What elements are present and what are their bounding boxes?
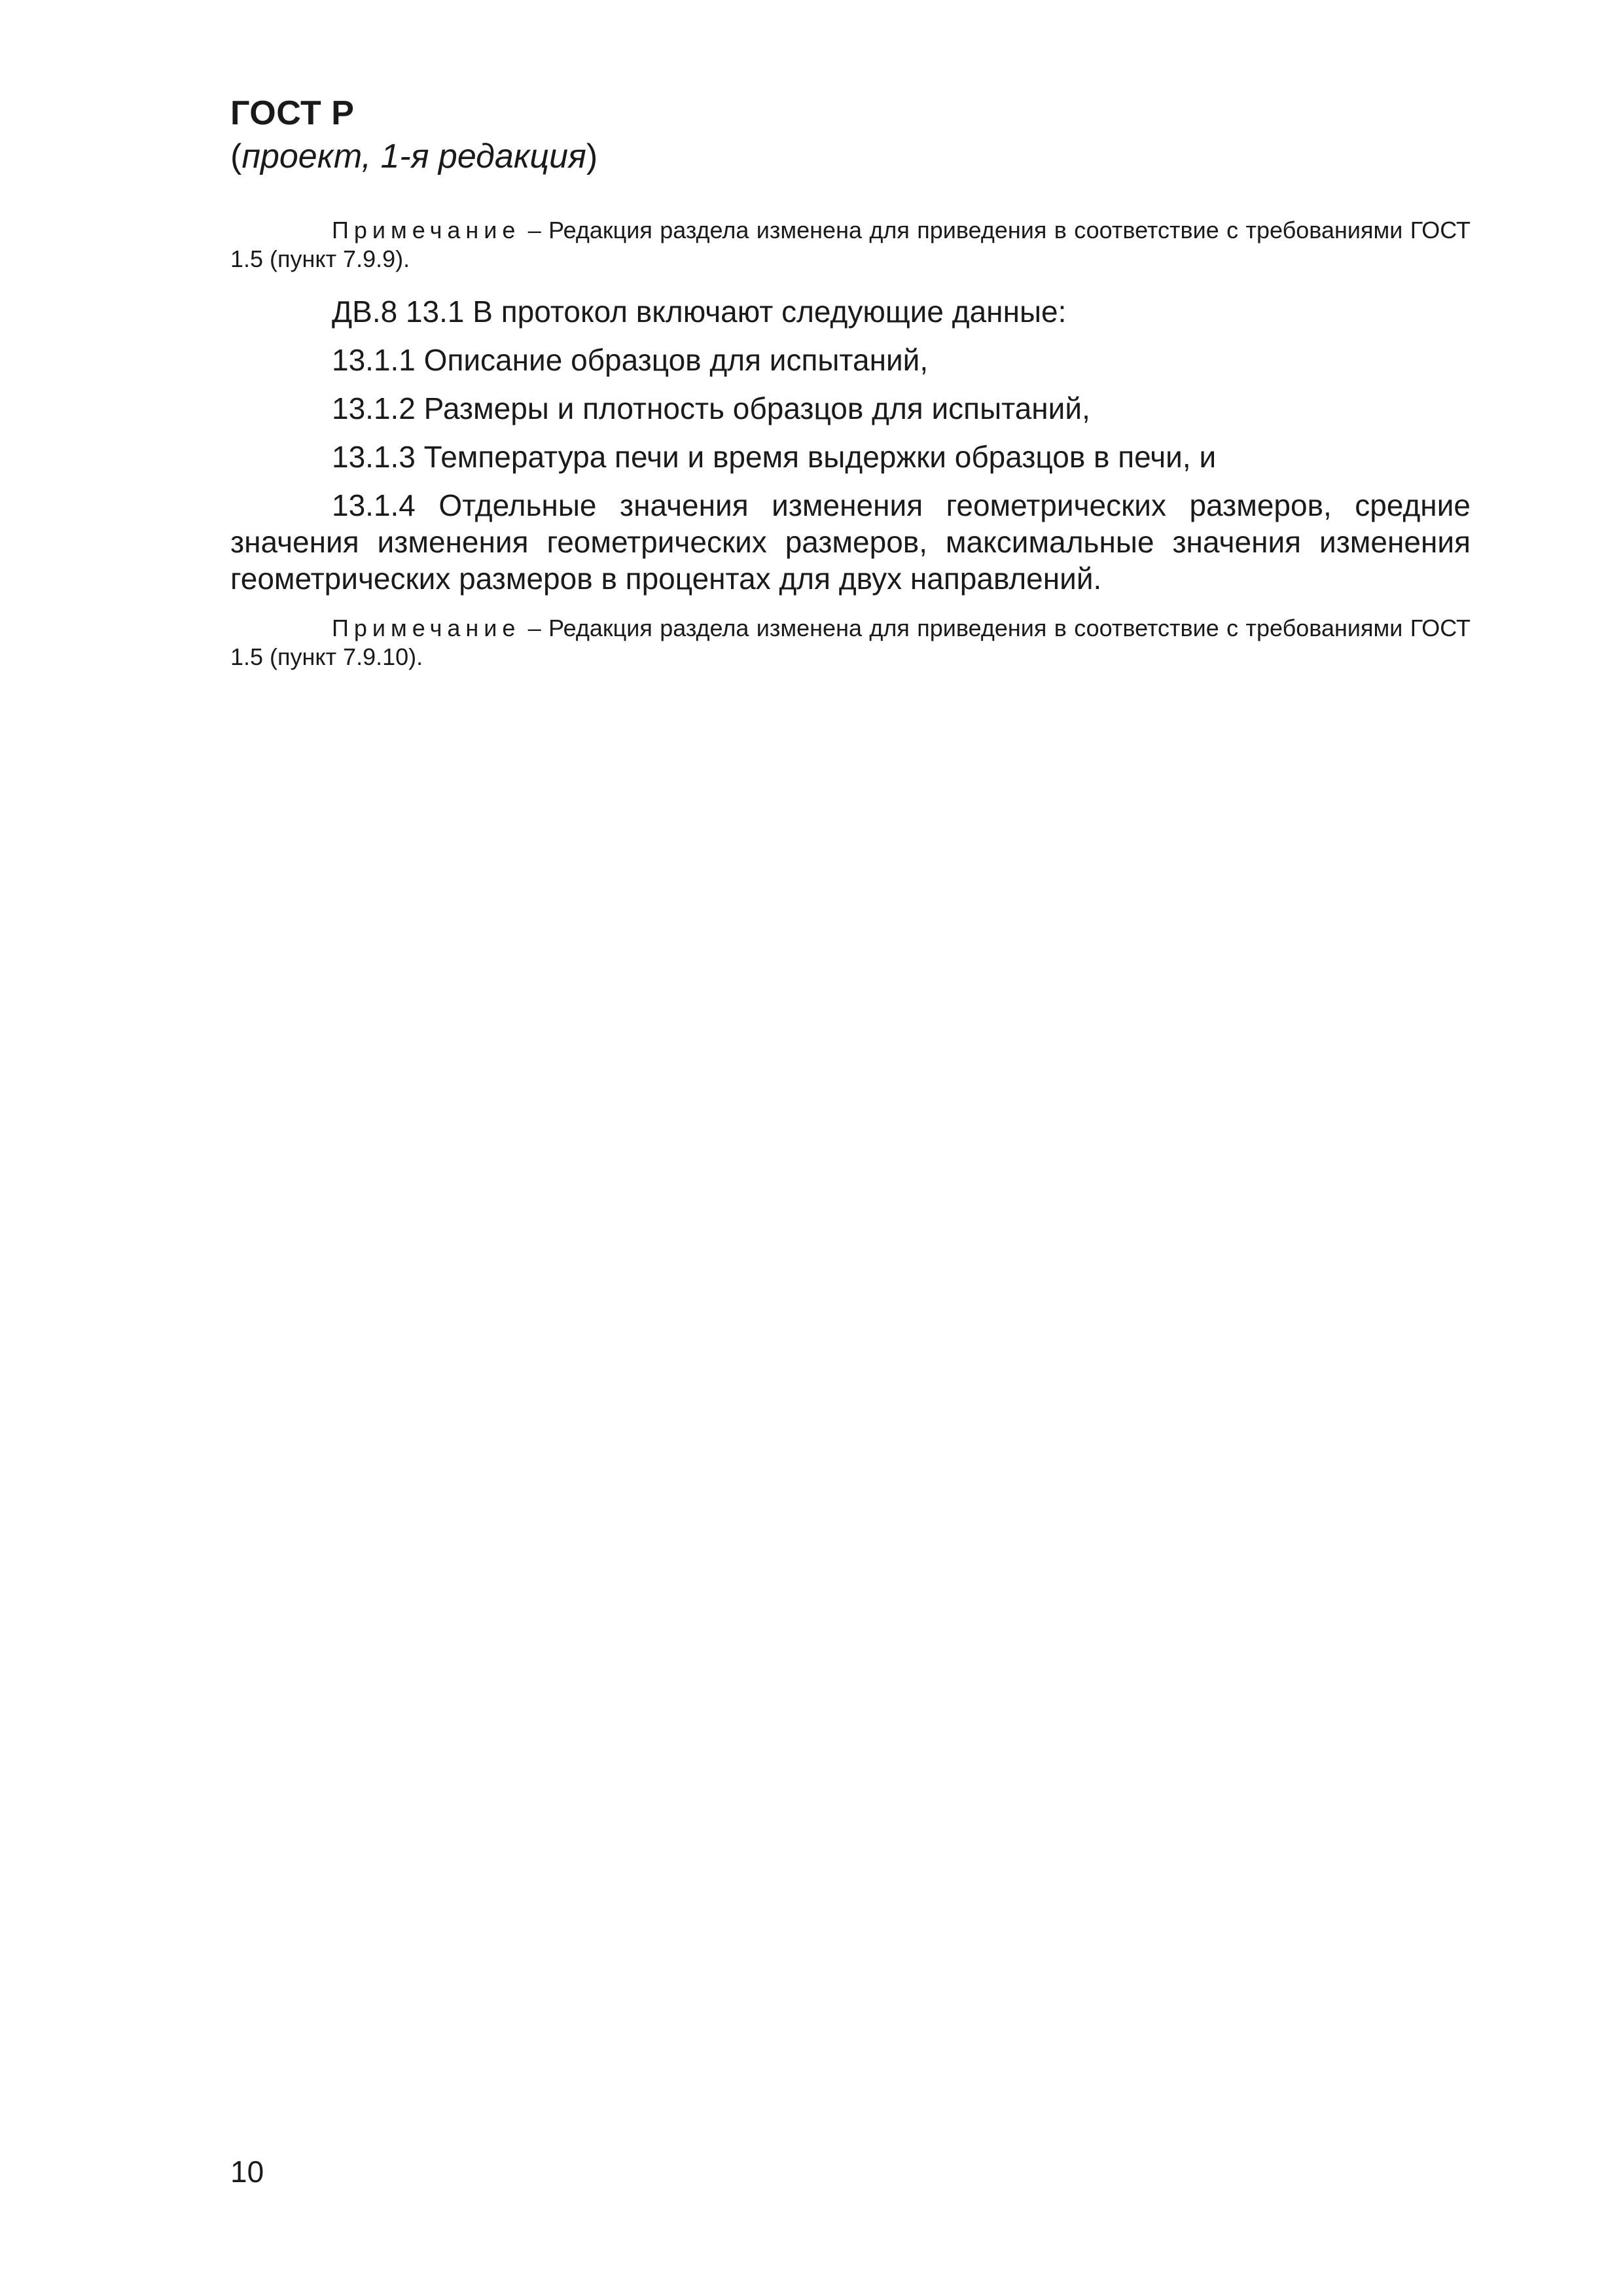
page-header	[230, 92, 597, 178]
subtitle-close-paren: )	[586, 137, 598, 175]
paragraph-13-1-2: 13.1.2 Размеры и плотность образцов для испытаний,	[332, 391, 1090, 425]
subtitle-text: проект, 1-я редакция	[241, 137, 586, 175]
paragraph-13-1-4: 13.1.4 Отдельные значения изменения геометрических размеров, средние значения изменения геометрических размеров, максимальные значения изменения геометрических размеров в процентах для двух направлений.	[230, 488, 1471, 596]
paragraph-13-1-1: 13.1.1 Описание образцов для испытаний,	[332, 343, 929, 377]
draft-edition-label	[230, 135, 597, 178]
note-text: – Редакция раздела изменена для приведения в соответствие с требованиями ГОСТ 1.5 (пункт 7.9.9).	[230, 217, 1471, 272]
note-label: Примечание	[332, 217, 521, 243]
note-1	[230, 216, 1471, 274]
page-number: 10	[230, 2155, 264, 2189]
note-text: – Редакция раздела изменена для приведения в соответствие с требованиями ГОСТ 1.5 (пункт 7.9.10).	[230, 615, 1471, 670]
standard-title: ГОСТ Р	[230, 94, 355, 132]
paragraph-13-1-3: 13.1.3 Температура печи и время выдержки образцов в печи, и	[332, 440, 1217, 474]
note-2	[230, 614, 1471, 672]
subtitle-open-paren: (	[230, 137, 242, 175]
paragraph-13-1: ДВ.8 13.1 В протокол включают следующие данные:	[332, 295, 1067, 329]
note-label: Примечание	[332, 615, 521, 641]
page-content	[230, 216, 1471, 672]
